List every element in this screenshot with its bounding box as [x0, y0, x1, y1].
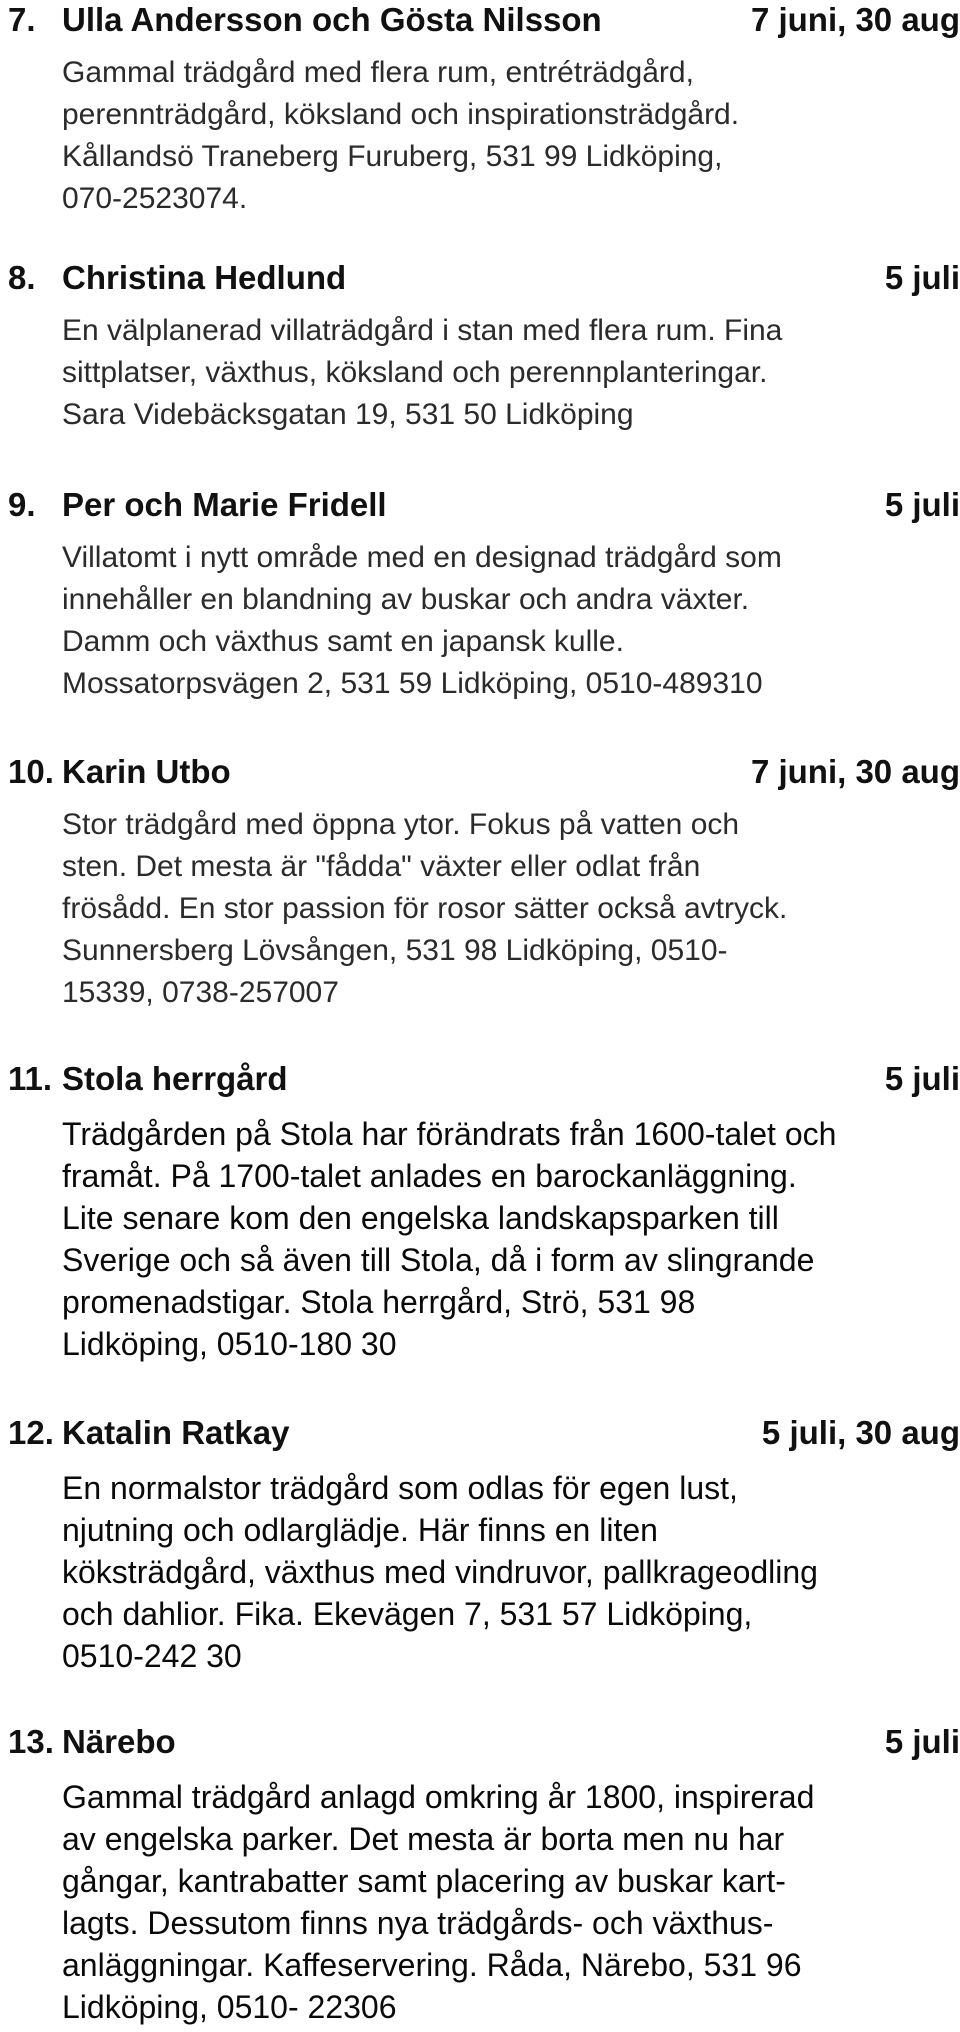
entry-header: [0, 752, 960, 800]
entry-number: 13.: [8, 1723, 54, 1760]
entry-header: [0, 485, 960, 533]
description-line: Lidköping, 0510-180 30: [62, 1326, 397, 1362]
entry-header: [0, 1722, 960, 1770]
description-line: och dahlior. Fika. Ekevägen 7, 531 57 Lidköping,: [62, 1596, 753, 1632]
description-line: Gammal trädgård anlagd omkring år 1800, inspirerad: [62, 1779, 815, 1815]
entry-number: 11.: [8, 1060, 53, 1097]
description-line: Lite senare kom den engelska landskapsparken till: [62, 1200, 779, 1236]
description-line: framåt. På 1700-talet anlades en barockanläggning.: [62, 1158, 797, 1194]
entry-dates: 5 juli, 30 aug: [761, 1414, 960, 1451]
entry-title: Karin Utbo: [62, 753, 231, 790]
entry-title: Stola herrgård: [62, 1060, 288, 1097]
entry-description: [62, 804, 957, 1014]
description-line: En välplanerad villaträdgård i stan med flera rum. Fina: [62, 314, 783, 347]
description-line: köksträdgård, växthus med vindruvor, pallkrageodling: [62, 1554, 818, 1590]
description-line: Mossatorpsvägen 2, 531 59 Lidköping, 0510-489310: [62, 667, 763, 700]
description-line: Trädgården på Stola har förändrats från 1600-talet och: [62, 1116, 837, 1152]
description-line: Damm och växthus samt en japansk kulle.: [62, 625, 624, 658]
entry-dates: 5 juli: [884, 259, 960, 296]
description-line: Lidköping, 0510- 22306: [62, 1989, 397, 2025]
description-line: sten. Det mesta är "fådda" växter eller odlat från: [62, 850, 701, 883]
entry-number: 10.: [8, 753, 54, 790]
description-line: Sara Videbäcksgatan 19, 531 50 Lidköping: [62, 398, 634, 431]
description-line: En normalstor trädgård som odlas för egen lust,: [62, 1470, 738, 1506]
description-line: Stor trädgård med öppna ytor. Fokus på vatten och: [62, 808, 740, 841]
description-line: Gammal trädgård med flera rum, entréträdgård,: [62, 56, 694, 89]
description-line: gångar, kantrabatter samt placering av buskar kart-: [62, 1863, 786, 1899]
description-line: njutning och odlarglädje. Här finns en liten: [62, 1512, 658, 1548]
entry-description: [62, 310, 957, 436]
entry-header: [0, 0, 960, 48]
description-line: 15339, 0738-257007: [62, 976, 339, 1009]
description-line: Sunnersberg Lövsången, 531 98 Lidköping, 0510-: [62, 934, 728, 967]
description-line: 070-2523074.: [62, 182, 248, 215]
entry-dates: 5 juli: [884, 1723, 960, 1760]
entry-title: Per och Marie Fridell: [62, 486, 387, 523]
entry-description: [62, 1467, 957, 1677]
entry-header: [0, 1059, 960, 1107]
description-line: Villatomt i nytt område med en designad trädgård som: [62, 541, 782, 574]
description-line: Kållandsö Traneberg Furuberg, 531 99 Lidköping,: [62, 140, 723, 173]
description-line: perennträdgård, köksland och inspirationsträdgård.: [62, 98, 740, 131]
description-line: frösådd. En stor passion för rosor sätter också avtryck.: [62, 892, 788, 925]
description-line: av engelska parker. Det mesta är borta men nu har: [62, 1821, 785, 1857]
entry-number: 8.: [8, 259, 36, 296]
entry-title: Närebo: [62, 1723, 176, 1760]
description-line: anläggningar. Kaffeservering. Råda, Närebo, 531 96: [62, 1947, 802, 1983]
entry-dates: 5 juli: [884, 486, 960, 523]
description-line: promenadstigar. Stola herrgård, Strö, 531 98: [62, 1284, 696, 1320]
entry-number: 7.: [8, 1, 36, 38]
entry-title: Katalin Ratkay: [62, 1414, 290, 1451]
entry-title: Christina Hedlund: [62, 259, 347, 296]
entry-dates: 7 juni, 30 aug: [750, 1, 960, 38]
description-line: lagts. Dessutom finns nya trädgårds- och växthus-: [62, 1905, 774, 1941]
entry-header: [0, 1413, 960, 1461]
entry-dates: 7 juni, 30 aug: [750, 753, 960, 790]
description-line: Sverige och så även till Stola, då i form av slingrande: [62, 1242, 815, 1278]
entry-number: 12.: [8, 1414, 54, 1451]
entry-description: [62, 1113, 957, 1365]
description-line: sittplatser, växthus, köksland och perennplanteringar.: [62, 356, 768, 389]
entry-description: [62, 537, 957, 705]
entry-description: [62, 1776, 957, 2028]
description-line: 0510-242 30: [62, 1638, 242, 1674]
entry-number: 9.: [8, 486, 36, 523]
entry-header: [0, 258, 960, 306]
description-line: innehåller en blandning av buskar och andra växter.: [62, 583, 750, 616]
entry-description: [62, 52, 957, 220]
entry-title: Ulla Andersson och Gösta Nilsson: [62, 1, 602, 38]
entry-dates: 5 juli: [884, 1060, 960, 1097]
